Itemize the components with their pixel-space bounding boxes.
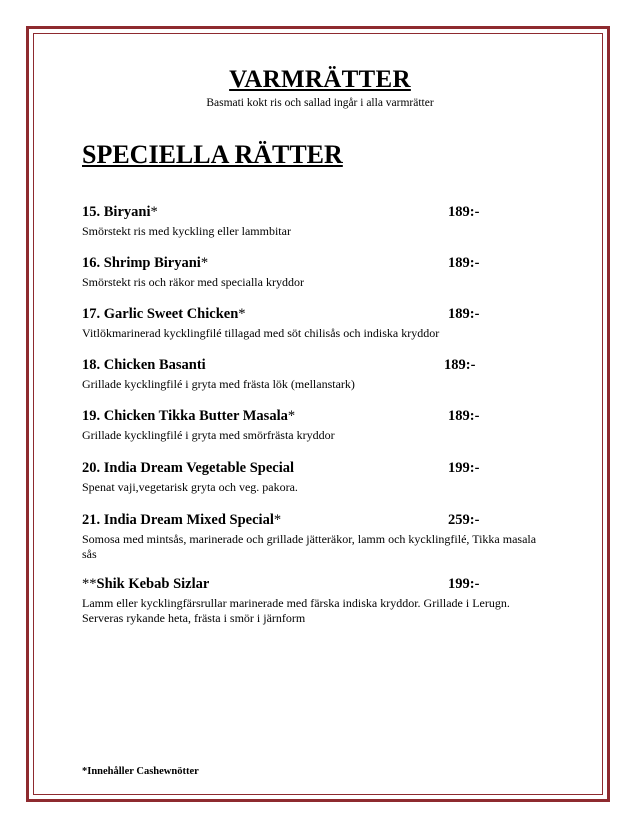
item-description: Grillade kycklingfilé i gryta med smörfrästa kryddor bbox=[82, 428, 335, 442]
menu-item bbox=[82, 460, 552, 495]
item-price: 199:- bbox=[448, 460, 480, 476]
page-subtitle: Basmati kokt ris och sallad ingår i alla varmrätter bbox=[206, 97, 434, 109]
item-mark: * bbox=[238, 306, 246, 322]
item-name: 21. India Dream Mixed Special bbox=[82, 512, 274, 528]
item-price: 189:- bbox=[448, 255, 480, 271]
item-price: 189:- bbox=[448, 204, 480, 220]
item-price: 189:- bbox=[444, 357, 476, 373]
item-mark: * bbox=[273, 512, 282, 528]
item-description: Vitlökmarinerad kycklingfilé tillagad med söt chilisås och indiska kryddor bbox=[82, 326, 440, 340]
item-mark: * bbox=[287, 408, 296, 424]
item-name: 20. India Dream Vegetable Special bbox=[82, 460, 294, 476]
menu-item bbox=[82, 576, 552, 626]
item-description: Grillade kycklingfilé i gryta med frästa lök (mellanstark) bbox=[82, 377, 355, 391]
item-price: 199:- bbox=[448, 576, 480, 592]
item-description: Smörstekt ris med kyckling eller lammbitar bbox=[82, 224, 291, 238]
item-mark: * bbox=[200, 255, 209, 271]
section-heading: SPECIELLA RÄTTER bbox=[82, 140, 343, 169]
page-title: VARMRÄTTER bbox=[229, 66, 411, 93]
item-mark: * bbox=[150, 204, 158, 220]
item-name: 19. Chicken Tikka Butter Masala bbox=[82, 408, 288, 424]
item-name: 17. Garlic Sweet Chicken bbox=[82, 306, 239, 322]
item-prefix: ** bbox=[82, 576, 97, 592]
menu-item bbox=[82, 408, 552, 443]
item-description: Smörstekt ris och räkor med specialla kryddor bbox=[82, 275, 304, 289]
footnote: *Innehåller Cashewnötter bbox=[82, 766, 199, 777]
menu-item bbox=[82, 255, 552, 290]
item-description: Lamm eller kycklingfärsrullar marinerade med färska indiska kryddor. Grillade i Lerugn. Serveras rykande heta, frästa i smör i järnform bbox=[82, 596, 510, 625]
item-name: 15. Biryani bbox=[82, 204, 151, 220]
item-price: 259:- bbox=[448, 512, 480, 528]
item-description: Spenat vaji,vegetarisk gryta och veg. pakora. bbox=[82, 480, 298, 494]
item-description: Somosa med mintsås, marinerade och grillade jätteräkor, lamm och kycklingfilé, Tikka masala sås bbox=[82, 532, 537, 561]
item-name: Shik Kebab Sizlar bbox=[96, 576, 210, 592]
item-price: 189:- bbox=[448, 408, 480, 424]
menu-item bbox=[82, 204, 552, 239]
item-name: 16. Shrimp Biryani bbox=[82, 255, 201, 271]
item-name: 18. Chicken Basanti bbox=[82, 357, 206, 373]
menu-item bbox=[82, 306, 552, 341]
menu-item bbox=[82, 357, 552, 392]
menu-item bbox=[82, 512, 552, 562]
item-price: 189:- bbox=[448, 306, 480, 322]
